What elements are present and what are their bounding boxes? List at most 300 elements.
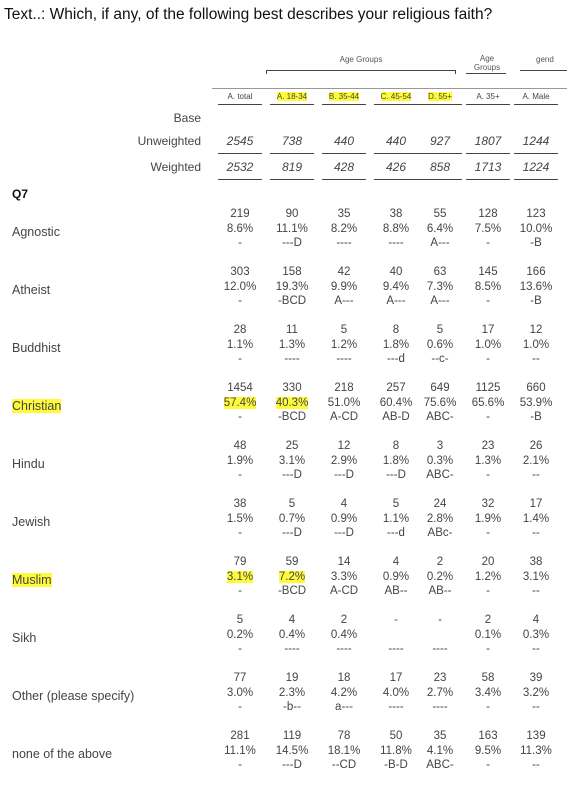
cell-significance: ---- (432, 643, 448, 655)
row-label (12, 457, 45, 471)
cell-percent-text: 13.6% (519, 280, 553, 293)
cell-count: 1454 (227, 382, 253, 394)
cell-count: 14 (337, 556, 351, 568)
cell-percent-text: 1.3% (278, 338, 306, 351)
column-header-label: A. 35+ (476, 92, 500, 101)
cell-count: 128 (478, 208, 498, 220)
cell-significance: - (238, 701, 242, 713)
cell-percent-text: 53.9% (519, 396, 553, 409)
table-cell (214, 729, 266, 773)
cell-significance: -B (530, 411, 542, 423)
cell-count: 11 (286, 324, 298, 336)
cell-significance: ---- (388, 237, 404, 249)
cell-percent (266, 396, 318, 411)
cell-significance: --CD (331, 759, 357, 771)
cell-count: 17 (529, 498, 543, 510)
cell-significance: AB-- (428, 585, 452, 597)
table-cell (462, 381, 514, 425)
cell-percent-text: 0.1% (474, 628, 502, 641)
cell-count: 281 (230, 730, 250, 742)
cell-percent-text: 1.8% (382, 454, 410, 467)
row-label-text: Buddhist (12, 341, 61, 355)
cell-significance: - (486, 469, 490, 481)
cell-percent-text: 19.3% (275, 280, 309, 293)
cell-significance: -- (532, 527, 540, 539)
cell-percent-text: 18.1% (327, 744, 361, 757)
cell-count: 163 (478, 730, 498, 742)
cell-significance: ABC- (426, 759, 454, 771)
cell-count: 660 (526, 382, 546, 394)
table-cell (318, 265, 370, 309)
table-cell (462, 729, 514, 773)
cell-percent-text: 1.2% (330, 338, 358, 351)
cell-significance: - (238, 585, 242, 597)
cell-percent (318, 744, 370, 759)
table-cell (510, 323, 562, 367)
cell-percent-text: 4.2% (330, 686, 358, 699)
cell-percent (462, 280, 514, 295)
cell-percent (214, 338, 266, 353)
base-weighted-cell: 2532 (226, 160, 254, 174)
column-header-label: D. 55+ (428, 92, 452, 101)
cell-count: 79 (233, 556, 247, 568)
cell-percent (266, 686, 318, 701)
table-cell (510, 207, 562, 251)
base-weighted-cell: 1224 (522, 160, 550, 174)
cell-significance: - (238, 237, 242, 249)
cell-percent-text: 0.7% (278, 512, 306, 525)
cell-percent-text: 7.5% (474, 222, 502, 235)
cell-count: 5 (392, 498, 400, 510)
cell-percent-text: 0.4% (330, 628, 358, 641)
cell-count: 4 (532, 614, 540, 626)
cell-percent-text: 3.2% (522, 686, 550, 699)
base-unweighted-cell: 1807 (474, 134, 502, 148)
base-unweighted-cell: 440 (333, 134, 355, 148)
cell-percent-text: 3.4% (474, 686, 502, 699)
cell-percent (510, 744, 562, 759)
cell-significance: ---D (334, 527, 354, 539)
cell-percent (462, 628, 514, 643)
cell-count: - (438, 614, 442, 626)
cell-percent (318, 628, 370, 643)
group-header-text: Age Groups (473, 54, 501, 72)
cell-count: 40 (389, 266, 403, 278)
table-cell (414, 497, 466, 541)
cell-percent-text: 14.5% (275, 744, 309, 757)
cell-count: 32 (481, 498, 495, 510)
cell-percent-text: 0.9% (382, 570, 410, 583)
cell-significance: ---D (334, 469, 354, 481)
cell-significance: -B-D (384, 759, 408, 771)
base-cell-rule (270, 153, 314, 154)
base-unweighted-cell: 927 (429, 134, 451, 148)
cell-count: 58 (481, 672, 495, 684)
table-cell (414, 555, 466, 599)
cell-count: 23 (433, 672, 447, 684)
cell-significance: - (486, 527, 490, 539)
cell-percent (414, 454, 466, 469)
table-cell (510, 671, 562, 715)
table-cell (318, 729, 370, 773)
cell-significance: - (486, 701, 490, 713)
cell-percent-text: 4.0% (382, 686, 410, 699)
table-cell (462, 497, 514, 541)
weighted-label: Weighted (150, 160, 201, 174)
cell-count: 219 (230, 208, 250, 220)
cell-percent-text: 51.0% (327, 396, 361, 409)
column-header-label: A. Male (522, 92, 550, 101)
cell-percent (462, 338, 514, 353)
cell-percent (510, 222, 562, 237)
cell-count: 39 (529, 672, 543, 684)
base-weighted-cell: 1713 (474, 160, 502, 174)
cell-significance: - (238, 469, 242, 481)
cell-count: 24 (433, 498, 447, 510)
cell-percent-text: 8.6% (226, 222, 254, 235)
column-header-rule (466, 104, 510, 105)
table-cell (266, 613, 318, 657)
cell-count: 303 (230, 266, 250, 278)
cell-percent-text: 1.2% (474, 570, 502, 583)
cell-percent-text: 9.4% (382, 280, 410, 293)
cell-count: 5 (436, 324, 444, 336)
table-cell (462, 207, 514, 251)
row-label-text: Jewish (12, 515, 51, 529)
cell-percent-text: 3.1% (226, 570, 254, 583)
table-cell (266, 265, 318, 309)
table-cell (510, 613, 562, 657)
cell-percent (214, 280, 266, 295)
cell-percent (510, 628, 562, 643)
cell-significance: AB-D (382, 411, 410, 423)
cell-count: 12 (337, 440, 351, 452)
column-header-top-rule (212, 88, 567, 89)
cell-percent (266, 570, 318, 585)
cell-count: 23 (481, 440, 495, 452)
group-header-age-groups: Age Groups (339, 55, 383, 64)
question-code: Q7 (12, 187, 29, 201)
cell-count: 90 (285, 208, 299, 220)
table-cell (266, 555, 318, 599)
cell-significance: -BCD (277, 295, 307, 307)
cell-percent-text: 1.0% (522, 338, 550, 351)
cell-significance: - (238, 759, 242, 771)
cell-count: - (394, 614, 398, 626)
cell-percent (510, 512, 562, 527)
table-cell (266, 207, 318, 251)
cell-count: 257 (386, 382, 406, 394)
cell-significance: -- (532, 585, 540, 597)
cell-significance: -- (532, 759, 540, 771)
cell-count: 20 (481, 556, 495, 568)
group-header-rule (520, 70, 567, 71)
cell-count: 28 (233, 324, 247, 336)
table-cell (266, 671, 318, 715)
table-cell (214, 613, 266, 657)
cell-percent (510, 686, 562, 701)
cell-percent-text: 1.5% (226, 512, 254, 525)
cell-percent (414, 686, 466, 701)
table-cell (414, 729, 466, 773)
column-header-rule (514, 104, 558, 105)
column-header-rule (418, 104, 462, 105)
table-cell (266, 497, 318, 541)
cell-significance: ---- (284, 643, 300, 655)
column-header (266, 92, 318, 101)
cell-significance: - (238, 643, 242, 655)
cell-percent-text: 12.0% (223, 280, 257, 293)
cell-percent-text: 8.2% (330, 222, 358, 235)
cell-percent-text: 11.3% (520, 744, 552, 757)
cell-percent-text: 11.1% (224, 744, 256, 757)
base-cell-rule (374, 153, 418, 154)
cell-percent (414, 396, 466, 411)
table-cell (414, 323, 466, 367)
column-header-rule (322, 104, 366, 105)
table-cell (318, 613, 370, 657)
cell-significance: - (486, 759, 490, 771)
cell-percent-text: 2.8% (426, 512, 454, 525)
cell-significance: - (238, 527, 242, 539)
base-cell-rule (322, 153, 366, 154)
row-label (12, 631, 36, 645)
table-cell (462, 265, 514, 309)
table-cell (214, 207, 266, 251)
cell-percent (462, 686, 514, 701)
table-cell (510, 555, 562, 599)
row-label-text: Other (please specify) (12, 689, 135, 703)
row-label-text: none of the above (12, 747, 113, 761)
cell-percent (414, 338, 466, 353)
base-label: Base (173, 111, 201, 125)
cell-count: 35 (433, 730, 447, 742)
cell-count: 2 (436, 556, 444, 568)
cell-percent-text: 0.9% (330, 512, 358, 525)
row-label-text: Muslim (12, 573, 52, 587)
base-unweighted-cell: 738 (281, 134, 303, 148)
cell-percent (510, 454, 562, 469)
cell-percent-text: 1.8% (382, 338, 410, 351)
question-title: Text..: Which, if any, of the following best describes your religious faith? (4, 6, 493, 23)
table-cell (214, 381, 266, 425)
table-cell (214, 497, 266, 541)
cell-significance: -BCD (277, 411, 307, 423)
table-cell (414, 381, 466, 425)
cell-significance: ---- (388, 643, 404, 655)
cell-percent-text: 1.0% (474, 338, 502, 351)
base-unweighted-cell: 440 (385, 134, 407, 148)
base-cell-rule (218, 153, 262, 154)
table-cell (266, 381, 318, 425)
cell-significance: ABC- (426, 411, 454, 423)
row-label-text: Hindu (12, 457, 45, 471)
cell-percent-text: 3.1% (278, 454, 306, 467)
base-unweighted-cell: 1244 (522, 134, 550, 148)
table-cell (414, 265, 466, 309)
cell-percent (510, 280, 562, 295)
table-cell (462, 439, 514, 483)
cell-significance: -BCD (277, 585, 307, 597)
column-header (414, 92, 466, 101)
cell-percent-text: 1.3% (474, 454, 502, 467)
row-label (12, 689, 134, 703)
rule-tick (266, 70, 267, 74)
cell-count: 5 (288, 498, 296, 510)
cell-significance: ---d (387, 353, 405, 365)
cell-significance: A--- (430, 237, 450, 249)
table-cell (318, 207, 370, 251)
cell-percent (414, 222, 466, 237)
base-cell-rule (514, 179, 558, 180)
cell-percent (462, 570, 514, 585)
cell-percent (510, 570, 562, 585)
cell-count: 63 (433, 266, 447, 278)
row-label (12, 747, 112, 761)
cell-count: 59 (285, 556, 299, 568)
cell-significance: ---- (336, 237, 352, 249)
cell-percent (318, 338, 370, 353)
cell-significance: A--- (430, 295, 450, 307)
cell-percent-text: 0.6% (426, 338, 454, 351)
cell-percent-text: 0.3% (522, 628, 550, 641)
group-header-gender: gend (536, 55, 554, 64)
cell-significance: - (238, 295, 242, 307)
cell-significance: ---D (386, 469, 406, 481)
cell-significance: - (486, 585, 490, 597)
cell-count: 38 (389, 208, 403, 220)
cell-percent-text: 8.8% (382, 222, 410, 235)
cell-percent (214, 628, 266, 643)
cell-percent-text: 7.2% (278, 570, 306, 583)
cell-percent (266, 280, 318, 295)
cell-significance: ---- (336, 353, 352, 365)
base-weighted-cell: 426 (385, 160, 407, 174)
cell-percent (266, 338, 318, 353)
row-label (12, 399, 61, 413)
base-cell-rule (466, 179, 510, 180)
cell-count: 3 (436, 440, 444, 452)
cell-percent-text: 9.9% (330, 280, 358, 293)
cell-percent (214, 512, 266, 527)
cell-significance: -- (532, 353, 540, 365)
group-header-rule (266, 70, 456, 71)
cell-significance: A-CD (329, 585, 359, 597)
table-cell (318, 323, 370, 367)
cell-percent (214, 744, 266, 759)
cell-count: 5 (236, 614, 244, 626)
cell-count: 5 (340, 324, 348, 336)
cell-significance: A--- (334, 295, 354, 307)
row-label (12, 573, 52, 587)
base-cell-rule (374, 179, 418, 180)
table-cell (318, 671, 370, 715)
cell-percent (510, 338, 562, 353)
cell-percent-text: 1.1% (382, 512, 410, 525)
column-header (510, 92, 562, 101)
cell-count: 50 (389, 730, 403, 742)
cell-significance: ---- (284, 353, 300, 365)
cell-percent-text: 40.3% (275, 396, 309, 409)
cell-significance: ---D (282, 469, 302, 481)
cell-significance: -b-- (283, 701, 301, 713)
cell-significance: A--- (386, 295, 406, 307)
base-weighted-cell: 428 (333, 160, 355, 174)
column-header (318, 92, 370, 101)
cell-percent (214, 222, 266, 237)
cell-significance: ---D (282, 527, 302, 539)
cell-count: 123 (526, 208, 546, 220)
rule-tick (455, 70, 456, 74)
cell-percent (266, 454, 318, 469)
cell-percent (414, 280, 466, 295)
cell-count: 26 (529, 440, 543, 452)
row-label (12, 283, 50, 297)
row-label-text: Sikh (12, 631, 37, 645)
row-label-text: Atheist (12, 283, 51, 297)
cell-percent (214, 396, 266, 411)
cell-percent (266, 222, 318, 237)
table-cell (214, 555, 266, 599)
cell-significance: -- (532, 643, 540, 655)
cell-significance: - (486, 295, 490, 307)
table-cell (266, 729, 318, 773)
cell-percent-text: 0.3% (426, 454, 454, 467)
cell-count: 2 (484, 614, 492, 626)
table-cell (462, 613, 514, 657)
cell-count: 218 (334, 382, 354, 394)
cell-percent-text: 11.1% (276, 222, 308, 235)
table-cell (266, 323, 318, 367)
cell-count: 38 (233, 498, 247, 510)
table-cell (266, 439, 318, 483)
group-header-rule (466, 73, 506, 74)
table-cell (214, 323, 266, 367)
cell-count: 77 (233, 672, 247, 684)
table-cell (414, 613, 466, 657)
cell-count: 25 (285, 440, 299, 452)
cell-percent (462, 744, 514, 759)
cell-significance: ABc- (427, 527, 453, 539)
cell-percent (462, 396, 514, 411)
cell-significance: -- (532, 469, 540, 481)
table-cell (318, 439, 370, 483)
cell-significance: ABC- (426, 469, 454, 481)
cell-count: 12 (529, 324, 543, 336)
cell-percent (318, 454, 370, 469)
table-cell (510, 439, 562, 483)
cell-significance: a--- (335, 701, 353, 713)
column-header-label: A. 18-34 (276, 92, 308, 101)
cell-percent-text: 3.0% (226, 686, 254, 699)
cell-percent-text: 11.8% (380, 744, 412, 757)
cell-percent-text: 2.1% (522, 454, 550, 467)
table-cell (318, 497, 370, 541)
cell-percent (510, 396, 562, 411)
cell-count: 145 (478, 266, 498, 278)
cell-percent-text: 0.2% (226, 628, 254, 641)
cell-significance: -- (532, 701, 540, 713)
cell-count: 18 (337, 672, 351, 684)
column-header-rule (270, 104, 314, 105)
row-label (12, 225, 60, 239)
row-label (12, 341, 61, 355)
cell-count: 8 (392, 440, 400, 452)
cell-percent (214, 570, 266, 585)
cell-percent-text: 4.1% (426, 744, 454, 757)
cell-percent (462, 222, 514, 237)
cell-significance: ---- (336, 643, 352, 655)
